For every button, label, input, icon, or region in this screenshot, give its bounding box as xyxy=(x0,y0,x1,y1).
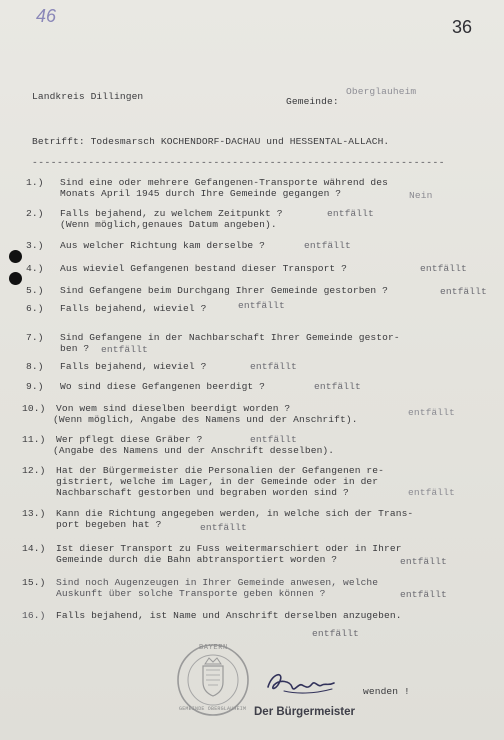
question-line: Hat der Bürgermeister die Personalien der Gefangenen re- xyxy=(56,465,385,476)
question-line: Aus welcher Richtung kam derselbe ? xyxy=(60,240,266,251)
answer-text: entfällt xyxy=(314,381,361,392)
question-line: Von wem sind dieselben beerdigt worden ? xyxy=(56,403,291,414)
stamp-text-bottom: GEMEINDE OBERGLAUHEIM xyxy=(179,706,247,712)
separator-line: ------------------------------------------------------------------ xyxy=(32,157,445,168)
pencil-page-mark: 46 xyxy=(36,6,57,26)
question-line: Kann die Richtung angegeben werden, in welche sich der Trans- xyxy=(56,508,414,519)
question-number: 4.) xyxy=(26,263,44,274)
punch-hole-top xyxy=(9,250,22,263)
question-number: 8.) xyxy=(26,361,44,372)
question-number: 14.) xyxy=(22,543,46,554)
question-number: 13.) xyxy=(22,508,46,519)
question-line: Ist dieser Transport zu Fuss weitermarschiert oder in Ihrer xyxy=(56,543,402,554)
question-line: Sind Gefangene in der Nachbarschaft Ihrer Gemeinde gestor- xyxy=(60,332,400,343)
question-number: 16.) xyxy=(22,610,46,621)
question-number: 6.) xyxy=(26,303,44,314)
answer-text: entfällt xyxy=(440,286,487,297)
official-stamp xyxy=(175,642,251,718)
question-line: port begeben hat ? xyxy=(56,519,162,530)
page-number: 36 xyxy=(452,17,473,37)
question-line: (Angabe des Namens und der Anschrift desselben). xyxy=(53,445,335,456)
answer-text: entfällt xyxy=(312,628,359,639)
gemeinde-value: Oberglauheim xyxy=(346,86,417,97)
answer-text: entfällt xyxy=(327,208,374,219)
question-line: Nachbarschaft gestorben und begraben worden sind ? xyxy=(56,487,349,498)
answer-text: entfällt xyxy=(250,434,297,445)
answer-text: Nein xyxy=(409,190,433,201)
question-line: Auskunft über solche Transporte geben können ? xyxy=(56,588,326,599)
landkreis-label: Landkreis Dillingen xyxy=(32,91,144,102)
answer-text: entfällt xyxy=(400,589,447,600)
question-number: 11.) xyxy=(22,434,46,445)
question-number: 7.) xyxy=(26,332,44,343)
question-line: (Wenn möglich,genaues Datum angeben). xyxy=(60,219,277,230)
question-number: 2.) xyxy=(26,208,44,219)
question-number: 3.) xyxy=(26,240,44,251)
answer-text: entfällt xyxy=(408,487,455,498)
question-number: 12.) xyxy=(22,465,46,476)
question-number: 5.) xyxy=(26,285,44,296)
question-line: gistriert, welche im Lager, in der Gemeinde oder in der xyxy=(56,476,379,487)
question-line: ben ? xyxy=(60,343,90,354)
question-line: Wo sind diese Gefangenen beerdigt ? xyxy=(60,381,266,392)
answer-text: entfällt xyxy=(408,407,455,418)
question-line: Falls bejahend, zu welchem Zeitpunkt ? xyxy=(60,208,283,219)
handwritten-signature-icon xyxy=(262,667,342,699)
betrifft-line: Betrifft: Todesmarsch KOCHENDORF-DACHAU und HESSENTAL-ALLACH. xyxy=(32,136,390,147)
question-number: 10.) xyxy=(22,403,46,414)
punch-hole-bottom xyxy=(9,272,22,285)
question-line: Gemeinde durch die Bahn abtransportiert worden ? xyxy=(56,554,338,565)
question-line: Wer pflegt diese Gräber ? xyxy=(56,434,203,445)
question-line: (Wenn möglich, Angabe des Namens und der Anschrift). xyxy=(53,414,358,425)
wenden-note: wenden ! xyxy=(363,686,410,697)
answer-text: entfällt xyxy=(250,361,297,372)
answer-text: entfällt xyxy=(200,522,247,533)
stamp-text-top: BAYERN xyxy=(199,644,228,652)
question-line: Falls bejahend, ist Name und Anschrift derselben anzugeben. xyxy=(56,610,402,621)
question-line: Aus wieviel Gefangenen bestand dieser Transport ? xyxy=(60,263,348,274)
question-number: 15.) xyxy=(22,577,46,588)
gemeinde-label: Gemeinde: xyxy=(286,96,339,107)
question-number: 9.) xyxy=(26,381,44,392)
question-line: Falls bejahend, wieviel ? xyxy=(60,361,207,372)
question-line: Sind noch Augenzeugen in Ihrer Gemeinde anwesen, welche xyxy=(56,577,379,588)
question-line: Sind eine oder mehrere Gefangenen-Transporte während des xyxy=(60,177,389,188)
question-line: Falls bejahend, wieviel ? xyxy=(60,303,207,314)
answer-text: entfällt xyxy=(101,344,148,355)
answer-text: entfällt xyxy=(400,556,447,567)
answer-text: entfällt xyxy=(238,300,285,311)
signature-title: Der Bürgermeister xyxy=(254,706,355,718)
question-line: Monats April 1945 durch Ihre Gemeinde gegangen ? xyxy=(60,188,342,199)
question-number: 1.) xyxy=(26,177,44,188)
answer-text: entfällt xyxy=(420,263,467,274)
answer-text: entfällt xyxy=(304,240,351,251)
question-line: Sind Gefangene beim Durchgang Ihrer Gemeinde gestorben ? xyxy=(60,285,389,296)
